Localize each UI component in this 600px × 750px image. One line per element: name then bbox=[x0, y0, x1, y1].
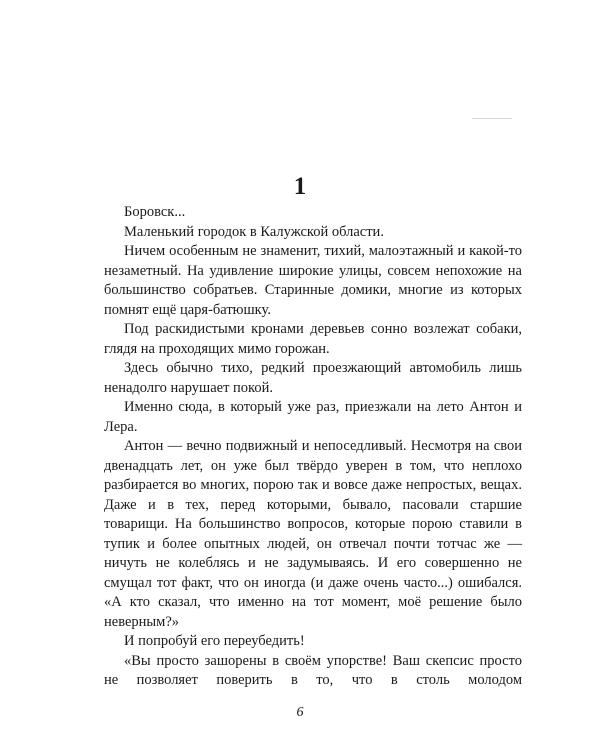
paragraph: Здесь обычно тихо, редкий проезжающий автомобиль лишь ненадолго нарушает покой. bbox=[104, 360, 522, 396]
paragraph-continued: «Вы просто зашорены в своём упорстве! Ваш скепсис просто не позволяет поверить в то, что в столь молодом bbox=[104, 652, 522, 688]
page-number: 6 bbox=[296, 705, 304, 720]
paragraph: Маленький городок в Калужской области. bbox=[124, 223, 384, 240]
chapter-text bbox=[104, 203, 522, 691]
paragraph: Боровск... bbox=[124, 204, 186, 220]
chapter-number: 1 bbox=[293, 173, 307, 200]
paragraph: И попробуй его переубедить! bbox=[124, 633, 305, 649]
paragraph: Ничем особенным не знаменит, тихий, малоэтажный и какой-то незаметный. На удивление широкие улицы, совсем непохожие на большинство собратьев. Старинные домики, многие из которых помнят ещё царя-батюшку. bbox=[104, 243, 522, 318]
scan-artifact-line bbox=[472, 118, 512, 119]
paragraph: Под раскидистыми кронами деревьев сонно возлежат собаки, глядя на проходящих мимо горожан. bbox=[104, 321, 522, 357]
paragraph: Антон — вечно подвижный и непоседливый. Несмотря на свои двенадцать лет, он уже был твёрдо уверен в том, что неплохо разбирается во многих, порою так и вовсе даже непростых, вещах. Даже и в тех, перед которыми, бывало, пасовали старшие товарищи. На большинство вопросов, которые порою ставили в тупик и более опытных людей, он отвечал почти тотчас же — ничуть не колеблясь и не задумываясь. И его совершенно не смущал тот факт, что он иногда (и даже очень часто...) ошибался. «А кто сказал, что именно на тот момент, моё решение было неверным?» bbox=[104, 438, 522, 630]
paragraph: Именно сюда, в который уже раз, приезжали на лето Антон и Лера. bbox=[104, 399, 522, 435]
